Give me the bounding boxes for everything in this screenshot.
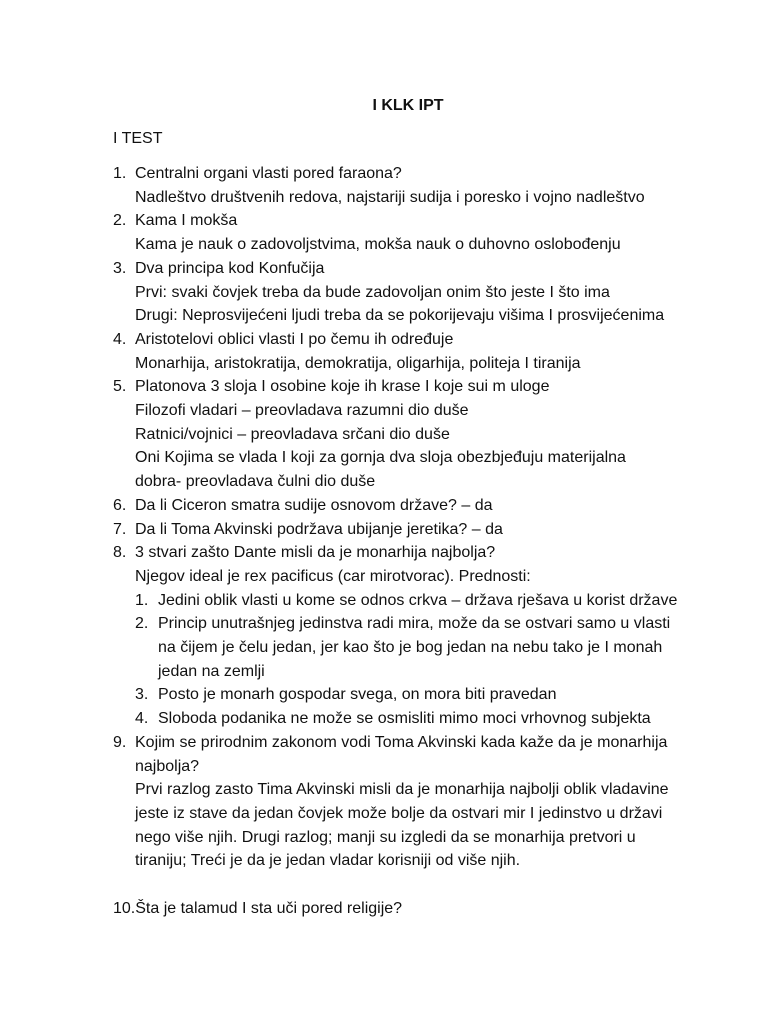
question-item — [0, 162, 680, 209]
question-item — [0, 731, 680, 873]
question-text: Kojim se prirodnim zakonom vodi Toma Akvinski kada kaže da je monarhija — [135, 733, 668, 751]
question-text: Da li Toma Akvinski podržava ubijanje jeretika? – da — [135, 520, 503, 538]
sub-list-item — [135, 589, 678, 613]
test-heading: I TEST — [113, 130, 163, 147]
answer-text: Njegov ideal je rex pacificus (car mirotvorac). Prednosti: — [135, 567, 531, 585]
answer-text: Filozofi vladari – preovladava razumni dio duše — [135, 402, 469, 420]
question-number: 2. — [113, 212, 127, 230]
question-text: Kama I mokša — [135, 212, 238, 230]
question-item — [0, 518, 680, 542]
question-text: Da li Ciceron smatra sudije osnovom države? – da — [135, 496, 493, 514]
document-title: I KLK IPT — [372, 97, 444, 114]
answer-text: Prvi: svaki čovjek treba da bude zadovoljan onim što jeste I što ima — [135, 283, 610, 301]
question-item — [0, 494, 680, 518]
question-text: Aristotelovi oblici vlasti I po čemu ih određuje — [135, 330, 454, 348]
question-number: 7. — [113, 520, 127, 538]
question-number: 6. — [113, 496, 127, 514]
question-number: 5. — [113, 378, 127, 396]
question-item — [0, 541, 680, 731]
sub-item-number: 4. — [135, 710, 149, 728]
answer-text: nego više njih. Drugi razlog; manji su izgledi da se monarhija pretvori u — [135, 828, 636, 846]
sub-item-text: Posto je monarh gospodar svega, on mora biti pravedan — [158, 686, 557, 704]
question-text: Centralni organi vlasti pored faraona? — [135, 165, 402, 182]
answer-text: dobra- preovladava čulni dio duše — [135, 473, 376, 491]
question-number: 8. — [113, 544, 127, 562]
answer-text: tiraniju; Treći je da je jedan vladar korisniji od više njih. — [135, 852, 521, 870]
question-number: 9. — [113, 733, 127, 751]
sub-item-number: 1. — [135, 591, 149, 609]
question-item-10: 10.Šta je talamud I sta uči pored religije? — [113, 899, 403, 917]
answer-text: Nadleštvo društvenih redova, najstariji sudija i poresko i vojno nadleštvo — [135, 188, 645, 206]
spacer — [0, 873, 768, 897]
answer-text: Ratnici/vojnici – preovladava srčani dio duše — [135, 425, 450, 443]
sub-item-text: jedan na zemlji — [158, 662, 265, 680]
question-text: 3 stvari zašto Dante misli da je monarhija najbolja? — [135, 544, 496, 562]
question-number: 4. — [113, 330, 127, 348]
question-item — [0, 328, 680, 375]
answer-text: Kama je nauk o zadovoljstvima, mokša nauk o duhovno oslobođenju — [135, 236, 621, 254]
question-text: Dva principa kod Konfučija — [135, 259, 325, 277]
question-item — [0, 209, 680, 256]
question-text: najbolja? — [135, 757, 200, 775]
sub-list-item — [135, 612, 678, 683]
sub-list-item — [135, 683, 678, 707]
question-item — [0, 257, 680, 328]
answer-text: Monarhija, aristokratija, demokratija, oligarhija, politeja I tiranija — [135, 354, 581, 372]
sub-item-text: Princip unutrašnjeg jedinstva radi mira, može da se ostvari samo u vlasti — [158, 615, 671, 633]
answer-text: Prvi razlog zasto Tima Akvinski misli da je monarhija najbolji oblik vladavine — [135, 781, 669, 799]
answer-text: Oni Kojima se vlada I koji za gornja dva sloja obezbjeđuju materijalna — [135, 449, 626, 467]
sub-list-item — [135, 707, 678, 731]
question-number: 3. — [113, 259, 127, 277]
question-number: 1. — [113, 165, 127, 182]
question-list — [0, 162, 768, 920]
answer-text: Drugi: Neprosvijećeni ljudi treba da se pokorijevaju višima I prosvijećenima — [135, 307, 665, 325]
question-item — [0, 375, 680, 494]
sub-item-text: Sloboda podanika ne može se osmisliti mimo moci vrhovnog subjekta — [158, 710, 651, 728]
sub-item-text: Jedini oblik vlasti u kome se odnos crkva – država rješava u korist države — [158, 591, 678, 609]
answer-text: jeste iz stave da jedan čovjek može bolje da ostvari mir I jedinstvo u državi — [135, 804, 663, 822]
question-text: Platonova 3 sloja I osobine koje ih krase I koje sui m uloge — [135, 378, 550, 396]
sub-item-number: 3. — [135, 686, 149, 704]
sub-item-number: 2. — [135, 615, 149, 633]
sub-item-text: na čijem je čelu jedan, jer kao što je bog jedan na nebu tako je I monah — [158, 639, 663, 657]
